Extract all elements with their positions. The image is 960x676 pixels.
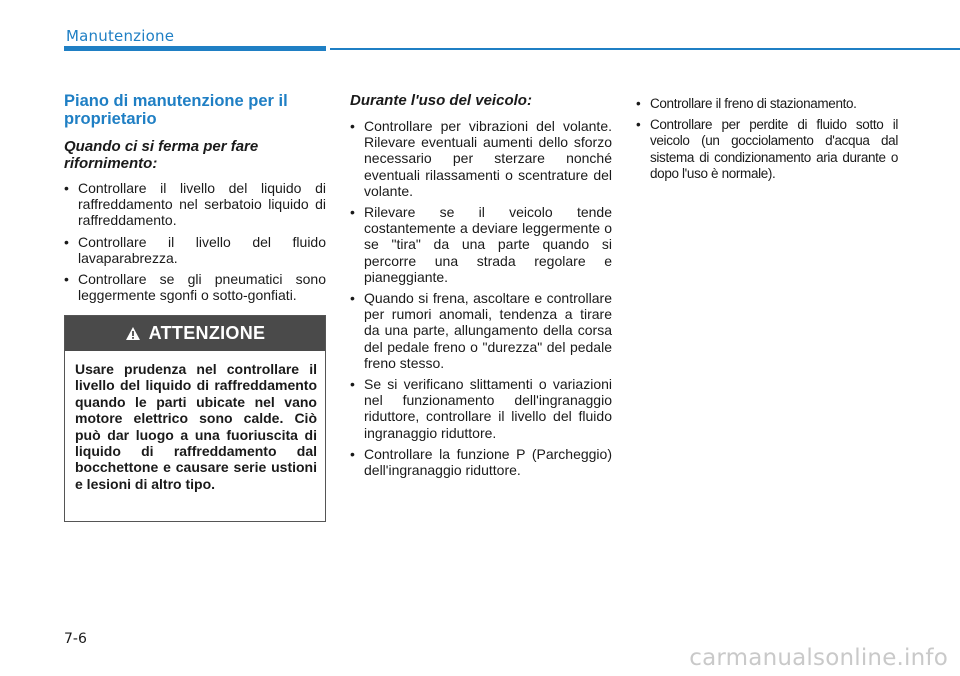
driving-checklist — [350, 118, 612, 478]
list-item: • Controllare per vibrazioni del volante. Rilevare eventuali aumenti dello sforzo necessario per sterzare nonché eventuali rilassamenti o scentrature del volante. — [350, 118, 612, 199]
list-item: • Controllare il livello del liquido di raffreddamento nel serbatoio liquido di raffreddamento. — [64, 180, 326, 229]
list-item: • Rilevare se il veicolo tende costantemente a deviare leggermente o se "tira" da una parte quando si percorre una strada regolare e pianeggiante. — [350, 204, 612, 285]
warning-triangle-icon — [125, 326, 141, 341]
refuel-checklist — [64, 180, 326, 303]
header-rule-thick — [64, 46, 326, 51]
vehicle-checklist — [636, 96, 898, 182]
list-item: • Controllare il freno di stazionamento. — [636, 96, 898, 112]
refuel-subheading: Quando ci si ferma per fare rifornimento: — [64, 138, 259, 172]
column-middle — [350, 92, 612, 483]
header-rule-thin — [330, 48, 960, 50]
watermark: carmanualsonline.info — [689, 645, 948, 671]
column-right — [636, 96, 898, 187]
warning-text: Usare prudenza nel controllare il livello del liquido di raffreddamento quando le parti ubicate nel vano motore elettrico sono calde. Ciò può dar luogo a una fuoriuscita di liquido di raffreddamento dal bocchettone e causare serie ustioni e lesioni di altro tipo. — [75, 361, 317, 492]
section-title: Manutenzione — [66, 27, 175, 45]
warning-header — [65, 316, 325, 351]
list-item: • Se si verificano slittamenti o variazioni nel funzionamento dell'ingranaggio riduttore, controllare il livello del fluido ingranaggio riduttore. — [350, 376, 612, 441]
list-item: • Controllare se gli pneumatici sono leggermente sgonfi o sotto-gonfiati. — [64, 271, 326, 303]
driving-subheading: Durante l'uso del veicolo: — [350, 92, 532, 109]
warning-box — [64, 315, 326, 522]
list-item: • Controllare per perdite di fluido sotto il veicolo (un gocciolamento d'acqua dal sistema di condizionamento aria durante o dopo l'uso è normale). — [636, 117, 898, 182]
list-item: • Quando si frena, ascoltare e controllare per rumori anomali, tendenza a tirare da una parte, allungamento della corsa del pedale freno o "durezza" del pedale freno stesso. — [350, 290, 612, 371]
page-number: 7-6 — [64, 631, 87, 647]
maintenance-plan-heading: Piano di manutenzione per il proprietario — [64, 92, 288, 128]
warning-label: ATTENZIONE — [148, 323, 266, 343]
column-left — [64, 92, 326, 308]
list-item: • Controllare il livello del fluido lavaparabrezza. — [64, 234, 326, 266]
list-item: • Controllare la funzione P (Parcheggio) dell'ingranaggio riduttore. — [350, 446, 612, 478]
